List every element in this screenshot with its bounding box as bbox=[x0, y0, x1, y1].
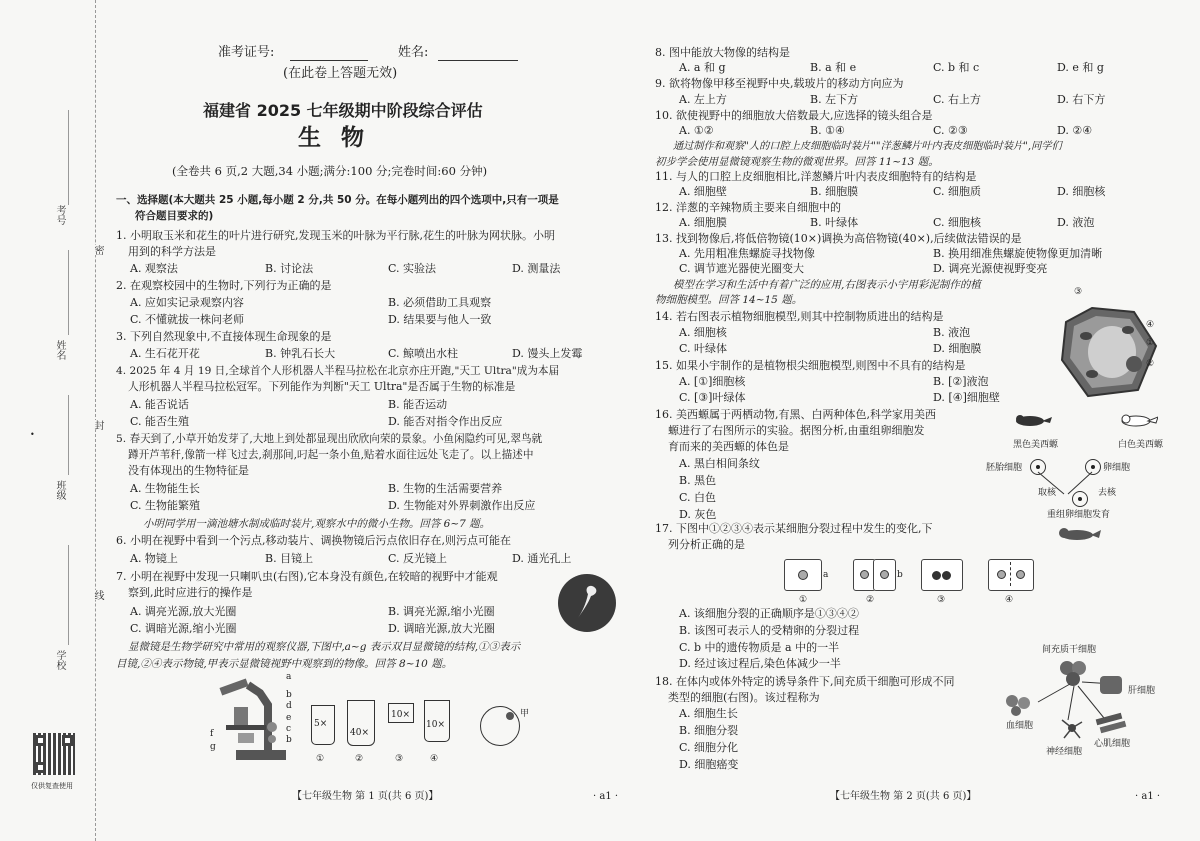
q2-option-d[interactable]: D. 结果要与他人一致 bbox=[388, 313, 492, 326]
section1-heading-cont: 符合题目要求的) bbox=[135, 210, 214, 222]
q16-stem: 16. 美西螈属于两栖动物,有黑、白两种体色,科学家用美西 bbox=[655, 408, 936, 421]
q18-option-b[interactable]: B. 细胞分裂 bbox=[679, 724, 739, 737]
q11-option-d[interactable]: D. 细胞核 bbox=[1057, 185, 1106, 198]
q4-option-a[interactable]: A. 能否说话 bbox=[130, 398, 189, 411]
q18-stem: 18. 在体内或体外特定的诱导条件下,间充质干细胞可形成不同 bbox=[655, 675, 955, 688]
q13-option-a[interactable]: A. 先用粗准焦螺旋寻找物像 bbox=[679, 247, 815, 260]
q4-stem: 4. 2025 年 4 月 19 日,全球首个人形机器人半程马拉松在北京亦庄开跑,"天工 Ultra"成为本届 bbox=[116, 365, 560, 377]
label-remove-nucleus: 去核 bbox=[1098, 488, 1117, 498]
q5-stem: 5. 春天到了,小草开始发芽了,大地上到处都显现出欣欣向荣的景象。小鱼闲隐约可见,翠鸟就 bbox=[116, 433, 543, 445]
zhunkao-field[interactable] bbox=[290, 60, 368, 61]
qr-note: 仅供复查使用 bbox=[31, 782, 73, 790]
note-q11-q13: 通过制作和观察"人的口腔上皮细胞临时装片""洋葱鳞片叶内表皮细胞临时装片",同学们 bbox=[673, 141, 1062, 152]
label-a-cell: a bbox=[823, 570, 829, 580]
q6-option-c[interactable]: C. 反光镜上 bbox=[388, 552, 448, 565]
q12-stem: 12. 洋葱的辛辣物质主要来自细胞中的 bbox=[655, 201, 841, 214]
lens-3-number: ③ bbox=[395, 754, 404, 764]
subject-title: 生 物 bbox=[298, 125, 371, 151]
q5-option-d[interactable]: D. 生物能对外界刺激作出反应 bbox=[388, 499, 536, 512]
lens-4-label: 10× bbox=[426, 720, 445, 730]
q17-option-c[interactable]: C. b 中的遗传物质是 a 中的一半 bbox=[679, 641, 840, 654]
white-axolotl-icon bbox=[1118, 411, 1158, 431]
division-number-1: ① bbox=[799, 595, 808, 605]
q18-option-d[interactable]: D. 细胞癌变 bbox=[679, 758, 739, 771]
margin-mark-mi: 密 bbox=[92, 245, 103, 255]
margin-mark-feng: 封 bbox=[92, 420, 103, 430]
q10-option-a[interactable]: A. ①② bbox=[679, 124, 714, 137]
blood-cell-icon bbox=[1004, 693, 1034, 717]
margin-label-xuexiao: 学校 bbox=[54, 650, 65, 670]
lens-4-number: ④ bbox=[430, 754, 439, 764]
lens-1-label: 5× bbox=[314, 719, 328, 729]
name-label: 姓名: bbox=[398, 45, 429, 60]
q2-option-a[interactable]: A. 应如实记录观察内容 bbox=[130, 296, 244, 309]
q15-option-a[interactable]: A. [①]细胞核 bbox=[679, 375, 746, 388]
division-cell-4 bbox=[988, 559, 1034, 591]
q10-stem: 10. 欲使视野中的细胞放大倍数最大,应选择的镜头组合是 bbox=[655, 109, 933, 122]
q11-option-b[interactable]: B. 细胞膜 bbox=[810, 185, 859, 198]
q6-stem: 6. 小明在视野中看到一个污点,移动装片、调换物镜后污点依旧存在,则污点可能在 bbox=[116, 534, 511, 547]
q1-option-b[interactable]: B. 讨论法 bbox=[265, 262, 314, 275]
q11-option-c[interactable]: C. 细胞质 bbox=[933, 185, 982, 198]
label-jia: 甲 bbox=[520, 709, 530, 719]
q16-stem-cont2: 育而来的美西螈的体色是 bbox=[668, 440, 789, 453]
q15-stem: 15. 如果小宇制作的是植物根尖细胞模型,则图中不具有的结构是 bbox=[655, 359, 966, 372]
arrow-lines bbox=[1030, 470, 1100, 500]
note-q14-q15: 模型在学习和生活中有着广泛的应用,右图表示小宇用彩泥制作的植 bbox=[673, 279, 981, 291]
view-field-circle bbox=[480, 706, 520, 746]
footer-right-tag: · a1 · bbox=[1135, 791, 1161, 802]
q11-stem: 11. 与人的口腔上皮细胞相比,洋葱鳞片叶内表皮细胞特有的结构是 bbox=[655, 170, 977, 183]
q16-stem-cont: 螈进行了右图所示的实验。据图分析,由重组卵细胞发 bbox=[668, 424, 925, 437]
cell-label-3: ③ bbox=[1074, 287, 1083, 297]
note-q11-q13-cont: 初步学会使用显微镜观察生物的微观世界。回答 11~13 题。 bbox=[655, 156, 939, 168]
margin-fill-line bbox=[68, 110, 69, 205]
margin-mark-xian: 线 bbox=[92, 590, 103, 600]
exam-title: 福建省 2025 七年级期中阶段综合评估 bbox=[203, 101, 483, 120]
q11-option-a[interactable]: A. 细胞壁 bbox=[679, 185, 727, 198]
q16-option-a[interactable]: A. 黑白相间条纹 bbox=[679, 457, 760, 470]
q15-option-b[interactable]: B. [②]液泡 bbox=[933, 375, 989, 388]
q16-option-d[interactable]: D. 灰色 bbox=[679, 508, 717, 521]
q17-stem-cont: 列分析正确的是 bbox=[668, 538, 745, 551]
q2-option-c[interactable]: C. 不懂就拔一株问老师 bbox=[130, 313, 245, 326]
q9-option-c[interactable]: C. 右上方 bbox=[933, 93, 982, 106]
q17-option-d[interactable]: D. 经过该过程后,染色体减少一半 bbox=[679, 657, 841, 670]
q2-stem: 2. 在观察校园中的生物时,下列行为正确的是 bbox=[116, 279, 332, 292]
q10-option-c[interactable]: C. ②③ bbox=[933, 124, 968, 137]
label-egg-cell: 卵细胞 bbox=[1103, 463, 1131, 473]
label-b: b bbox=[286, 690, 292, 700]
label-recombined-develop: 重组卵细胞发育 bbox=[1047, 510, 1111, 520]
division-number-4: ④ bbox=[1005, 595, 1014, 605]
notice: (在此卷上答题无效) bbox=[283, 66, 398, 81]
q12-option-a[interactable]: A. 细胞膜 bbox=[679, 216, 727, 229]
nerve-cell-icon bbox=[1060, 716, 1084, 740]
q9-stem: 9. 欲将物像甲移至视野中央,载玻片的移动方向应为 bbox=[655, 77, 904, 90]
q10-option-d[interactable]: D. ②④ bbox=[1057, 124, 1093, 137]
q7-option-d[interactable]: D. 调暗光源,放大光圈 bbox=[388, 622, 495, 635]
q1-option-a[interactable]: A. 观察法 bbox=[130, 262, 178, 275]
q5-option-c[interactable]: C. 生物能繁殖 bbox=[130, 499, 201, 512]
lens-3-label: 10× bbox=[391, 710, 410, 720]
division-cell-2b bbox=[873, 559, 896, 591]
q12-option-c[interactable]: C. 细胞核 bbox=[933, 216, 982, 229]
q14-option-b[interactable]: B. 液泡 bbox=[933, 326, 971, 339]
q7-stem-cont: 察到,此时应进行的操作是 bbox=[128, 586, 253, 599]
division-number-3: ③ bbox=[937, 595, 946, 605]
footer-right: 【七年级生物 第 2 页(共 6 页)】 bbox=[830, 791, 977, 802]
q5-stem-cont2: 没有体现出的生物特征是 bbox=[128, 464, 249, 477]
q9-option-d[interactable]: D. 右下方 bbox=[1057, 93, 1106, 106]
q18-stem-cont: 类型的细胞(右图)。该过程称为 bbox=[668, 691, 820, 704]
q14-option-d[interactable]: D. 细胞膜 bbox=[933, 342, 982, 355]
q3-option-b[interactable]: B. 钟乳石长大 bbox=[265, 347, 336, 360]
q1-stem: 1. 小明取玉米和花生的叶片进行研究,发现玉米的叶脉为平行脉,花生的叶脉为网状脉。小明 bbox=[116, 229, 555, 242]
q6-option-d[interactable]: D. 通光孔上 bbox=[512, 552, 572, 565]
q18-option-a[interactable]: A. 细胞生长 bbox=[679, 707, 738, 720]
q2-option-b[interactable]: B. 必须借助工具观察 bbox=[388, 296, 492, 309]
label-take-nucleus: 取核 bbox=[1038, 488, 1057, 498]
margin-dot: • bbox=[30, 430, 35, 439]
q16-option-b[interactable]: B. 黑色 bbox=[679, 474, 717, 487]
margin-fill-line bbox=[68, 395, 69, 475]
q12-option-b[interactable]: B. 叶绿体 bbox=[810, 216, 859, 229]
section1-heading: 一、选择题(本大题共 25 小题,每小题 2 分,共 50 分。在每小题列出的四个选项中,只有一项是 bbox=[116, 194, 559, 206]
footer-left: 【七年级生物 第 1 页(共 6 页)】 bbox=[292, 791, 439, 802]
margin-fill-line bbox=[68, 250, 69, 335]
note-q6-q7: 小明同学用一滴池塘水制成临时装片,观察水中的微小生物。回答 6~7 题。 bbox=[143, 518, 491, 530]
label-heart-muscle-cell: 心肌细胞 bbox=[1094, 739, 1131, 749]
zhunkao-label: 准考证号: bbox=[218, 45, 275, 60]
label-c: c bbox=[286, 724, 292, 734]
recombined-egg-icon bbox=[1072, 491, 1088, 507]
q7-option-a[interactable]: A. 调亮光源,放大光圈 bbox=[130, 605, 237, 618]
note-q8-q10: 显微镜是生物学研究中常用的观察仪器,下图中,a~g 表示双目显微镜的结构,①③表示 bbox=[128, 641, 521, 653]
lens-1-number: ① bbox=[316, 754, 325, 764]
q1-option-d[interactable]: D. 测量法 bbox=[512, 262, 561, 275]
division-cell-3 bbox=[921, 559, 963, 591]
cell-label-4: ④ bbox=[1146, 320, 1155, 330]
q13-option-b[interactable]: B. 换用细准焦螺旋使物像更加清晰 bbox=[933, 247, 1103, 260]
q14-option-a[interactable]: A. 细胞核 bbox=[679, 326, 727, 339]
q4-option-b[interactable]: B. 能否运动 bbox=[388, 398, 448, 411]
q3-option-d[interactable]: D. 馒头上发霉 bbox=[512, 347, 583, 360]
label-liver-cell: 肝细胞 bbox=[1128, 686, 1156, 696]
liver-cell-icon bbox=[1100, 676, 1122, 694]
label-a: a bbox=[286, 672, 292, 682]
q7-option-b[interactable]: B. 调亮光源,缩小光圈 bbox=[388, 605, 495, 618]
q3-option-c[interactable]: C. 鲸喷出水柱 bbox=[388, 347, 459, 360]
q17-option-a[interactable]: A. 该细胞分裂的正确顺序是①③④② bbox=[679, 607, 859, 620]
q6-option-b[interactable]: B. 目镜上 bbox=[265, 552, 314, 565]
label-white-axolotl: 白色美西螈 bbox=[1118, 440, 1164, 450]
label-blood-cell: 血细胞 bbox=[1006, 721, 1034, 731]
q7-stem: 7. 小明在视野中发现一只喇叭虫(右图),它本身没有颜色,在较暗的视野中才能观 bbox=[116, 570, 498, 583]
plant-cell-model-figure bbox=[1052, 300, 1162, 400]
q8-option-a[interactable]: A. a 和 g bbox=[679, 61, 726, 74]
q5-stem-cont: 蹲开芦苇秆,像箭一样飞过去,刹那间,叼起一条小鱼,贴着水面往远处飞走了。以上描述中 bbox=[128, 449, 534, 461]
q3-stem: 3. 下列自然现象中,不直接体现生命现象的是 bbox=[116, 330, 332, 343]
q15-option-d[interactable]: D. [④]细胞壁 bbox=[933, 391, 1000, 404]
margin-label-xingming: 姓名 bbox=[54, 340, 65, 360]
label-b: b bbox=[286, 735, 292, 745]
q18-option-c[interactable]: C. 细胞分化 bbox=[679, 741, 739, 754]
label-d: d bbox=[286, 701, 292, 711]
q12-option-d[interactable]: D. 液泡 bbox=[1057, 216, 1095, 229]
q9-option-b[interactable]: B. 左下方 bbox=[810, 93, 859, 106]
cell-label-1: ① bbox=[1146, 338, 1155, 348]
note-q14-q15-cont: 物细胞模型。回答 14~15 题。 bbox=[655, 294, 803, 306]
lens-2-number: ② bbox=[355, 754, 364, 764]
q10-option-b[interactable]: B. ①④ bbox=[810, 124, 845, 137]
margin-label-banji: 班级 bbox=[54, 480, 65, 500]
lens-2-label: 40× bbox=[350, 728, 369, 738]
q14-option-c[interactable]: C. 叶绿体 bbox=[679, 342, 728, 355]
q8-option-d[interactable]: D. e 和 g bbox=[1057, 61, 1104, 74]
margin-label-kaohao: 考号 bbox=[54, 205, 65, 225]
q14-stem: 14. 若右图表示植物细胞模型,则其中控制物质进出的结构是 bbox=[655, 310, 944, 323]
q8-stem: 8. 图中能放大物像的结构是 bbox=[655, 46, 790, 59]
label-e: e bbox=[286, 713, 292, 723]
black-axolotl-icon bbox=[1012, 411, 1052, 431]
label-nerve-cell: 神经细胞 bbox=[1046, 747, 1083, 757]
heart-muscle-cell-icon bbox=[1094, 712, 1128, 734]
label-f: f bbox=[210, 729, 214, 739]
q17-option-b[interactable]: B. 该图可表示人的受精卵的分裂过程 bbox=[679, 624, 860, 637]
division-cell-1 bbox=[784, 559, 822, 591]
cell-label-2: ② bbox=[1146, 359, 1155, 369]
q3-option-a[interactable]: A. 生石花开花 bbox=[130, 347, 200, 360]
q8-option-c[interactable]: C. b 和 c bbox=[933, 61, 980, 74]
q13-stem: 13. 找到物像后,将低倍物镜(10×)调换为高倍物镜(40×),后续做法错误的是 bbox=[655, 232, 1022, 245]
division-number-2: ② bbox=[866, 595, 875, 605]
q9-option-a[interactable]: A. 左上方 bbox=[679, 93, 727, 106]
label-black-axolotl: 黑色美西螈 bbox=[1013, 440, 1059, 450]
exam-info: (全卷共 6 页,2 大题,34 小题;满分:100 分;完卷时间:60 分钟) bbox=[172, 164, 488, 178]
q4-option-d[interactable]: D. 能否对指令作出反应 bbox=[388, 415, 503, 428]
footer-left-tag: · a1 · bbox=[593, 791, 619, 802]
label-b-cell: b bbox=[897, 570, 903, 580]
margin-fill-line bbox=[68, 545, 69, 645]
q6-option-a[interactable]: A. 物镜上 bbox=[130, 552, 178, 565]
q8-option-b[interactable]: B. a 和 e bbox=[810, 61, 857, 74]
stentor-figure bbox=[558, 574, 616, 632]
grey-axolotl-icon bbox=[1055, 524, 1101, 546]
q13-option-c[interactable]: C. 调节遮光器使光圈变大 bbox=[679, 262, 805, 275]
label-embryo-cell: 胚胎细胞 bbox=[986, 463, 1023, 473]
q7-option-c[interactable]: C. 调暗光源,缩小光圈 bbox=[130, 622, 237, 635]
q1-stem-cont: 用到的科学方法是 bbox=[128, 245, 216, 258]
note-q8-q10-cont: 目镜,②④表示物镜,甲表示显微镜视野中观察到的物像。回答 8~10 题。 bbox=[116, 658, 453, 670]
label-stem-cell: 间充质干细胞 bbox=[1042, 645, 1097, 655]
q4-option-c[interactable]: C. 能否生殖 bbox=[130, 415, 190, 428]
name-field[interactable] bbox=[438, 60, 518, 61]
q16-option-c[interactable]: C. 白色 bbox=[679, 491, 717, 504]
q15-option-c[interactable]: C. [③]叶绿体 bbox=[679, 391, 746, 404]
qr-code bbox=[33, 733, 75, 775]
label-g: g bbox=[210, 742, 216, 752]
q17-stem: 17. 下图中①②③④表示某细胞分裂过程中发生的变化,下 bbox=[655, 522, 933, 535]
q5-option-a[interactable]: A. 生物能生长 bbox=[130, 482, 200, 495]
q4-stem-cont: 人形机器人半程马拉松冠军。下列能作为判断"天工 Ultra"是否属于生物的标准是 bbox=[128, 380, 516, 393]
object-jia bbox=[506, 712, 514, 720]
q5-option-b[interactable]: B. 生物的生活需要营养 bbox=[388, 482, 503, 495]
q13-option-d[interactable]: D. 调亮光源使视野变亮 bbox=[933, 262, 1048, 275]
q1-option-c[interactable]: C. 实验法 bbox=[388, 262, 437, 275]
